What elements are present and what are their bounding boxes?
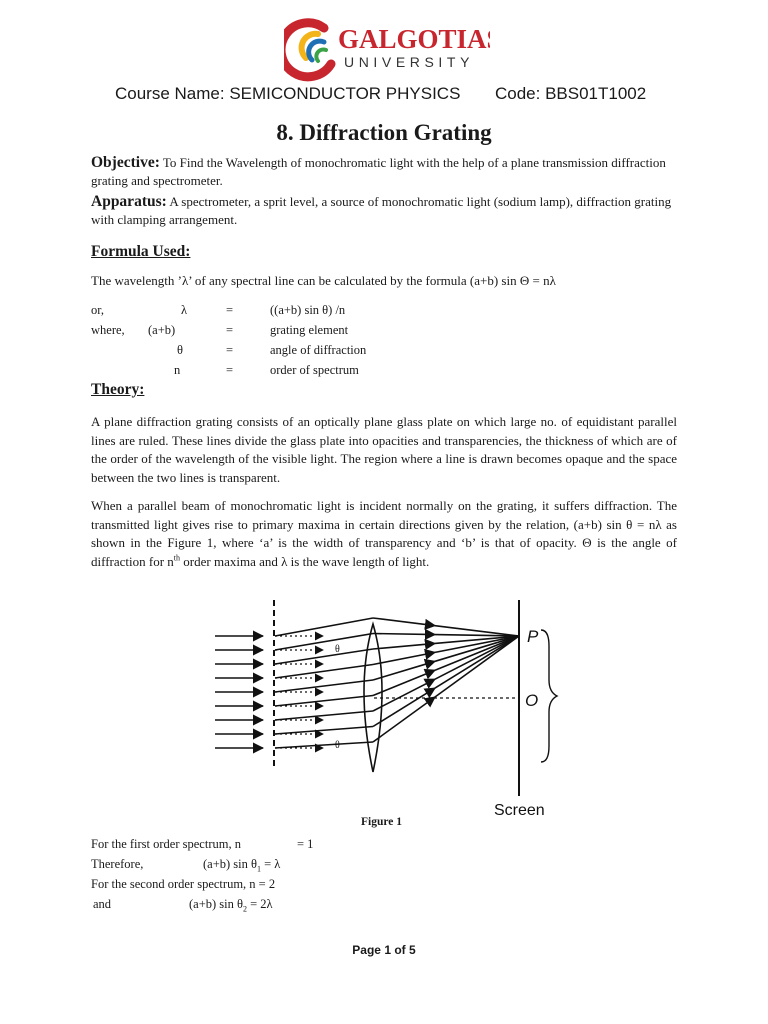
footer-page-number: 1 — [384, 943, 391, 957]
theta-label-bottom: θ — [335, 740, 340, 751]
order-line-4 — [91, 894, 491, 914]
order-2-formula-rhs: = λ — [261, 857, 281, 871]
order-line-2 — [91, 854, 491, 874]
screen-brace — [541, 630, 557, 762]
formula-row-desc: order of spectrum — [270, 363, 359, 377]
order-4-formula-rhs: = 2λ — [247, 897, 273, 911]
converging-ray — [435, 636, 519, 670]
converging-ray — [373, 652, 435, 664]
converging-ray — [373, 634, 435, 635]
diffracted-ray — [275, 680, 373, 692]
order-line-1 — [91, 834, 491, 854]
order-1-text: For the first order spectrum, n — [91, 837, 241, 851]
diffracted-ray — [275, 727, 373, 735]
convex-lens — [364, 624, 382, 772]
objective-text: To Find the Wavelength of monochromatic light with the help of a plane transmission diffraction grating and spectrometer. — [91, 155, 666, 188]
formula-intro: The wavelength ’λ’ of any spectral line can be calculated by the formula (a+b) sin Θ = nλ — [91, 273, 556, 288]
diffracted-ray — [275, 696, 373, 707]
formula-row — [91, 323, 511, 343]
theory-p2-superscript: th — [173, 553, 181, 563]
order-4-lead: and — [93, 897, 112, 911]
order-4-formula — [189, 894, 273, 914]
theory-p2-text-b: order maxima and λ is the wave length of light. — [180, 553, 430, 569]
formula-row-lead: where, — [91, 323, 125, 337]
formula-row — [91, 343, 511, 363]
footer-of-word: of — [394, 943, 406, 957]
apparatus-section — [91, 193, 677, 229]
order-4-formula-main: (a+b) sin θ — [189, 897, 243, 911]
diffraction-diagram — [205, 596, 565, 826]
apparatus-text: A spectrometer, a sprit level, a source of monochromatic light (sodium lamp), diffraction grating with clamping arrangement. — [91, 194, 672, 227]
formula-row-symbol: n — [174, 363, 181, 377]
formula-row-equals: = — [226, 323, 234, 337]
formula-row — [91, 303, 511, 323]
page-footer — [0, 943, 768, 957]
orders-block — [91, 834, 491, 914]
objective-section — [91, 154, 677, 190]
order-2-formula — [203, 854, 280, 874]
objective-label: Objective: — [91, 154, 160, 171]
diffraction-figure — [205, 596, 565, 826]
formula-table — [91, 303, 511, 383]
order-2-formula-main: (a+b) sin θ — [203, 857, 257, 871]
diffracted-ray — [275, 634, 373, 651]
formula-row — [91, 363, 511, 383]
apparatus-label: Apparatus: — [91, 193, 167, 210]
point-o-label: O — [525, 691, 539, 710]
figure-caption: Figure 1 — [361, 816, 402, 828]
order-4-subscript: 2 — [243, 904, 247, 914]
formula-row-lead: or, — [91, 303, 105, 317]
point-p-label: P — [527, 627, 539, 646]
course-name: Course Name: SEMICONDUCTOR PHYSICS — [115, 84, 461, 103]
logo-university-name: GALGOTIAS — [338, 24, 490, 54]
theory-paragraph-1: A plane diffraction grating consists of an optically plane glass plate on which large no. of equidistant parallel lines are ruled. These lines divide the glass plate into opacities and transparencies, the thickness of which are of the order of the wavelength of the visible light. The region where a line is drawn becomes opaque and the space between the two lines is transparent. — [91, 414, 677, 485]
converging-ray — [373, 643, 435, 649]
footer-page-word: Page — [352, 943, 381, 957]
formula-row-equals: = — [226, 363, 234, 377]
order-2-lead: Therefore, — [91, 857, 144, 871]
theory-p2-text-a: When a parallel beam of monochromatic light is incident normally on the grating, it suffers diffraction. The transmitted light gives rise to primary maxima in certain directions given by the relation, (a+b) sin θ = nλ as shown in the Figure 1, where ‘a’ is the width of transparency and ‘b’ is that of opacity. Θ is the angle of diffraction for n — [91, 498, 677, 569]
diffracted-ray — [275, 649, 373, 664]
converging-ray — [435, 636, 519, 697]
diffracted-ray — [275, 711, 373, 720]
formula-heading: Formula Used: — [91, 243, 191, 260]
order-2-subscript: 1 — [257, 864, 261, 874]
formula-row-desc: angle of diffraction — [270, 343, 367, 357]
formula-row-symbol: θ — [177, 343, 183, 357]
theta-label-top: θ — [335, 644, 340, 655]
galgotias-logo-mark — [284, 14, 490, 84]
formula-row-equals: = — [226, 343, 234, 357]
formula-row-equals: = — [226, 303, 234, 317]
order-line-3: For the second order spectrum, n = 2 — [91, 877, 276, 891]
screen-label: Screen — [494, 802, 545, 819]
theory-heading: Theory: — [91, 381, 145, 398]
order-1-value: = 1 — [297, 837, 314, 851]
converging-ray — [373, 618, 435, 626]
formula-row-desc: grating element — [270, 323, 349, 337]
page-title: 8. Diffraction Grating — [276, 120, 492, 145]
theory-paragraph-2 — [91, 497, 677, 571]
diffracted-ray — [275, 742, 373, 748]
formula-row-symbol: (a+b) — [148, 323, 176, 337]
formula-row-symbol: λ — [181, 303, 188, 317]
diffracted-ray — [275, 618, 373, 636]
diffracted-ray — [275, 665, 373, 679]
course-code: Code: BBS01T1002 — [495, 84, 647, 103]
formula-row-desc: ((a+b) sin θ) /n — [270, 303, 346, 317]
university-logo — [284, 14, 490, 84]
footer-page-total: 5 — [409, 943, 416, 957]
logo-university-sub: UNIVERSITY — [344, 54, 475, 70]
